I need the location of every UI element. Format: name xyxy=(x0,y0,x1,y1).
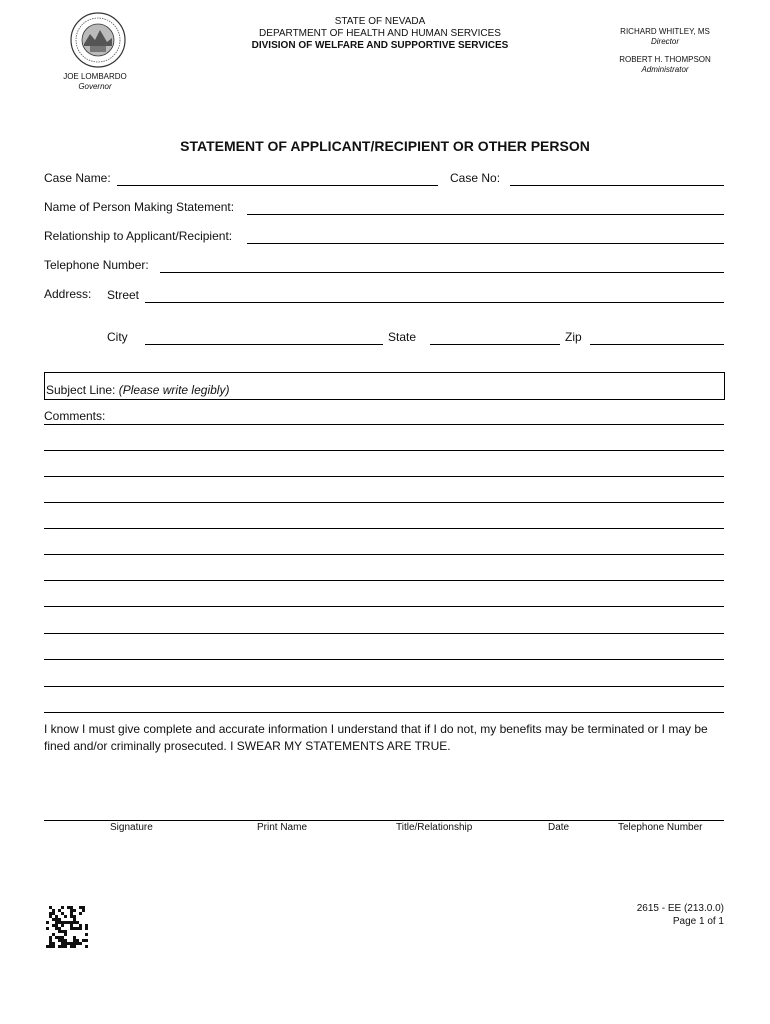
person-field[interactable] xyxy=(247,214,724,215)
signature-label: Signature xyxy=(110,822,153,833)
comment-line[interactable] xyxy=(44,424,724,425)
comment-line[interactable] xyxy=(44,502,724,503)
form-number: 2615 - EE (213.0.0) xyxy=(636,903,724,914)
print-name-label: Print Name xyxy=(257,822,308,833)
form-footer xyxy=(600,902,724,928)
case-no-field[interactable] xyxy=(510,185,724,186)
comments-label: Comments: xyxy=(44,409,106,423)
sworn-statement: I know I must give complete and accurate information I understand that if I do not, my benefits may be terminated or I may be fined and/or criminally prosecuted. I SWEAR MY STATEMENTS ARE TRUE. xyxy=(44,722,708,753)
case-name-label: Case Name: xyxy=(44,171,111,185)
state-field[interactable] xyxy=(430,344,560,345)
case-no-label: Case No: xyxy=(450,171,501,185)
zip-field[interactable] xyxy=(590,344,724,345)
comment-line[interactable] xyxy=(44,580,724,581)
comment-line[interactable] xyxy=(44,686,724,687)
comment-line[interactable] xyxy=(44,633,724,634)
case-name-field[interactable] xyxy=(117,185,438,186)
telephone-label: Telephone Number: xyxy=(44,258,149,272)
comment-line[interactable] xyxy=(44,528,724,529)
zip-label: Zip xyxy=(565,330,582,344)
city-label: City xyxy=(107,330,128,344)
administrator-title: Administrator xyxy=(641,65,689,74)
comment-line[interactable] xyxy=(44,554,724,555)
comment-line[interactable] xyxy=(44,712,724,713)
comment-line[interactable] xyxy=(44,659,724,660)
division-name: DIVISION OF WELFARE AND SUPPORTIVE SERVICES xyxy=(251,40,509,51)
relationship-field[interactable] xyxy=(247,243,724,244)
nevada-seal-icon xyxy=(70,12,126,68)
governor-block xyxy=(40,72,150,92)
comment-line[interactable] xyxy=(44,476,724,477)
governor-title: Governor xyxy=(78,82,112,91)
street-label: Street xyxy=(107,288,140,302)
title-relationship-label: Title/Relationship xyxy=(396,822,473,833)
relationship-label: Relationship to Applicant/Recipient: xyxy=(44,229,233,243)
comment-line[interactable] xyxy=(44,606,724,607)
signature-line[interactable] xyxy=(44,820,724,821)
city-field[interactable] xyxy=(145,344,383,345)
state-name: STATE OF NEVADA xyxy=(334,16,426,27)
date-label: Date xyxy=(548,822,570,833)
person-label: Name of Person Making Statement: xyxy=(44,200,235,214)
form-title: STATEMENT OF APPLICANT/RECIPIENT OR OTHER PERSON xyxy=(180,138,590,154)
qr-code-icon xyxy=(46,906,88,948)
administrator-name: ROBERT H. THOMPSON xyxy=(619,55,711,64)
director-name: RICHARD WHITLEY, MS xyxy=(620,27,710,36)
telephone-field[interactable] xyxy=(160,272,724,273)
department-name: DEPARTMENT OF HEALTH AND HUMAN SERVICES xyxy=(259,28,501,39)
telephone-number-label: Telephone Number xyxy=(618,822,703,833)
subject-line-label: Subject Line: (Please write legibly) xyxy=(46,383,230,397)
state-label: State xyxy=(388,330,417,344)
comment-line[interactable] xyxy=(44,450,724,451)
director-title: Director xyxy=(650,37,679,46)
address-label: Address: xyxy=(44,287,92,301)
street-field[interactable] xyxy=(145,302,724,303)
agency-header xyxy=(200,16,560,52)
officials-block xyxy=(590,27,740,75)
page-number: Page 1 of 1 xyxy=(672,916,724,927)
governor-name: JOE LOMBARDO xyxy=(63,72,127,81)
subject-line-hint: (Please write legibly) xyxy=(118,383,230,397)
